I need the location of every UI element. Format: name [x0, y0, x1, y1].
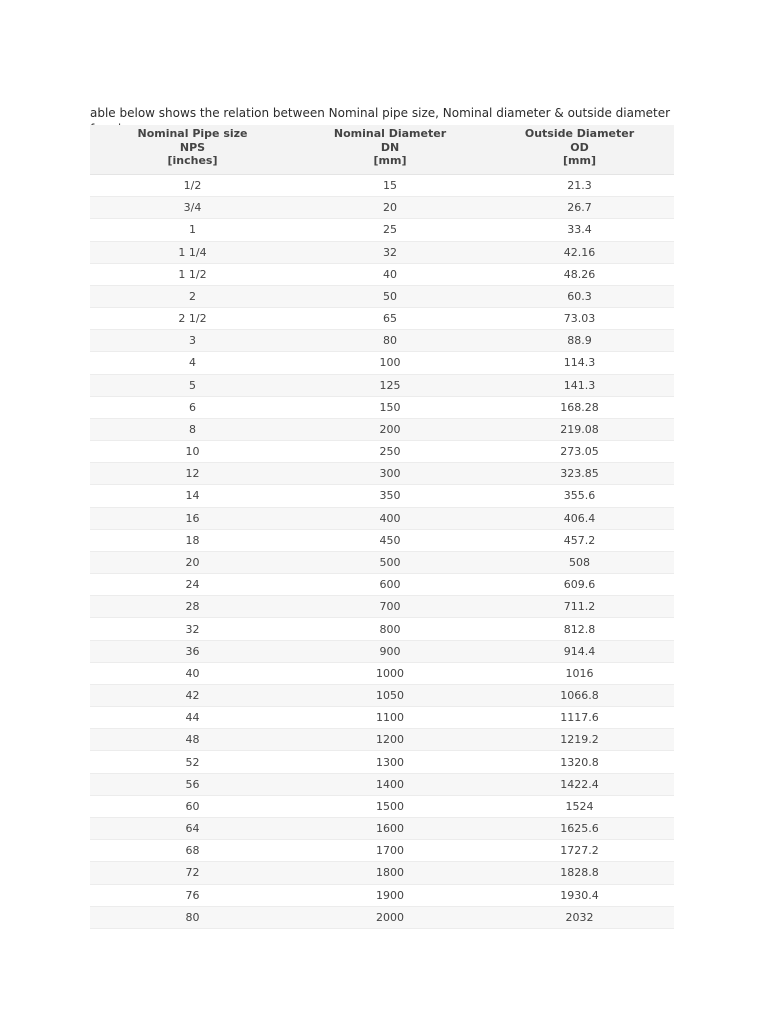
od-cell: 406.4 [485, 507, 674, 529]
od-cell: 141.3 [485, 374, 674, 396]
od-cell: 1625.6 [485, 817, 674, 839]
table-row [90, 840, 674, 862]
table-row [90, 308, 674, 330]
header-od-title: Outside Diameter [524, 127, 635, 140]
nps-cell: 44 [90, 707, 295, 729]
dn-cell: 700 [295, 596, 485, 618]
od-cell: 2032 [485, 906, 674, 928]
table-row [90, 574, 674, 596]
nps-cell: 28 [90, 596, 295, 618]
header-dn [295, 125, 485, 175]
table-row [90, 640, 674, 662]
header-nps-unit: [inches] [167, 154, 218, 167]
dn-cell: 450 [295, 529, 485, 551]
od-cell: 48.26 [485, 263, 674, 285]
table-row [90, 285, 674, 307]
table-row [90, 374, 674, 396]
header-od [485, 125, 674, 175]
dn-cell: 80 [295, 330, 485, 352]
od-cell: 1524 [485, 795, 674, 817]
nps-cell: 64 [90, 817, 295, 839]
table-row [90, 463, 674, 485]
dn-cell: 50 [295, 285, 485, 307]
table-row [90, 507, 674, 529]
od-cell: 1727.2 [485, 840, 674, 862]
table-row [90, 817, 674, 839]
header-nps [90, 125, 295, 175]
dn-cell: 600 [295, 574, 485, 596]
nps-cell: 1 1/4 [90, 241, 295, 263]
nps-cell: 12 [90, 463, 295, 485]
nps-cell: 5 [90, 374, 295, 396]
nps-cell: 6 [90, 396, 295, 418]
header-dn-title: Nominal Diameter [333, 127, 447, 140]
dn-cell: 1800 [295, 862, 485, 884]
table-row [90, 197, 674, 219]
od-cell: 21.3 [485, 175, 674, 197]
table-row [90, 729, 674, 751]
nps-cell: 3/4 [90, 197, 295, 219]
nps-cell: 1/2 [90, 175, 295, 197]
od-cell: 609.6 [485, 574, 674, 596]
dn-cell: 500 [295, 551, 485, 573]
table-row [90, 485, 674, 507]
dn-cell: 25 [295, 219, 485, 241]
table-row [90, 862, 674, 884]
header-row [90, 125, 674, 175]
header-dn-abbr: DN [380, 140, 400, 154]
od-cell: 219.08 [485, 418, 674, 440]
dn-cell: 1100 [295, 707, 485, 729]
od-cell: 33.4 [485, 219, 674, 241]
dn-cell: 200 [295, 418, 485, 440]
dn-cell: 1050 [295, 684, 485, 706]
nps-cell: 14 [90, 485, 295, 507]
od-cell: 1219.2 [485, 729, 674, 751]
table-row [90, 241, 674, 263]
header-nps-abbr: NPS [179, 140, 206, 154]
pipe-size-table [90, 125, 674, 929]
dn-cell: 250 [295, 441, 485, 463]
nps-cell: 56 [90, 773, 295, 795]
table-row [90, 662, 674, 684]
od-cell: 1422.4 [485, 773, 674, 795]
table-row [90, 175, 674, 197]
nps-cell: 72 [90, 862, 295, 884]
header-dn-unit: [mm] [373, 154, 407, 167]
nps-cell: 60 [90, 795, 295, 817]
table-row [90, 529, 674, 551]
od-cell: 168.28 [485, 396, 674, 418]
table-row [90, 906, 674, 928]
table-row [90, 773, 674, 795]
nps-cell: 4 [90, 352, 295, 374]
dn-cell: 800 [295, 618, 485, 640]
dn-cell: 400 [295, 507, 485, 529]
dn-cell: 1400 [295, 773, 485, 795]
dn-cell: 150 [295, 396, 485, 418]
nps-cell: 2 1/2 [90, 308, 295, 330]
od-cell: 88.9 [485, 330, 674, 352]
table-row [90, 352, 674, 374]
od-cell: 42.16 [485, 241, 674, 263]
table-row [90, 551, 674, 573]
table-row [90, 684, 674, 706]
od-cell: 1117.6 [485, 707, 674, 729]
dn-cell: 350 [295, 485, 485, 507]
nps-cell: 42 [90, 684, 295, 706]
nps-cell: 10 [90, 441, 295, 463]
table-row [90, 596, 674, 618]
table-row [90, 884, 674, 906]
dn-cell: 1300 [295, 751, 485, 773]
table-row [90, 219, 674, 241]
table-row [90, 263, 674, 285]
od-cell: 711.2 [485, 596, 674, 618]
od-cell: 26.7 [485, 197, 674, 219]
header-od-unit: [mm] [563, 154, 596, 167]
dn-cell: 125 [295, 374, 485, 396]
od-cell: 323.85 [485, 463, 674, 485]
od-cell: 355.6 [485, 485, 674, 507]
nps-cell: 36 [90, 640, 295, 662]
header-nps-title: Nominal Pipe size [137, 127, 248, 140]
dn-cell: 1500 [295, 795, 485, 817]
od-cell: 273.05 [485, 441, 674, 463]
table-row [90, 441, 674, 463]
nps-cell: 32 [90, 618, 295, 640]
dn-cell: 40 [295, 263, 485, 285]
od-cell: 1320.8 [485, 751, 674, 773]
table-row [90, 618, 674, 640]
dn-cell: 65 [295, 308, 485, 330]
nps-cell: 1 1/2 [90, 263, 295, 285]
dn-cell: 1700 [295, 840, 485, 862]
od-cell: 914.4 [485, 640, 674, 662]
nps-cell: 2 [90, 285, 295, 307]
table-row [90, 330, 674, 352]
nps-cell: 8 [90, 418, 295, 440]
od-cell: 1016 [485, 662, 674, 684]
dn-cell: 1900 [295, 884, 485, 906]
dn-cell: 300 [295, 463, 485, 485]
nps-cell: 80 [90, 906, 295, 928]
od-cell: 508 [485, 551, 674, 573]
dn-cell: 2000 [295, 906, 485, 928]
nps-cell: 18 [90, 529, 295, 551]
dn-cell: 1600 [295, 817, 485, 839]
nps-cell: 52 [90, 751, 295, 773]
table-body [90, 175, 674, 929]
dn-cell: 32 [295, 241, 485, 263]
header-od-abbr: OD [570, 140, 589, 154]
nps-cell: 68 [90, 840, 295, 862]
table-row [90, 751, 674, 773]
nps-cell: 76 [90, 884, 295, 906]
nps-cell: 24 [90, 574, 295, 596]
od-cell: 1930.4 [485, 884, 674, 906]
od-cell: 1828.8 [485, 862, 674, 884]
nps-cell: 16 [90, 507, 295, 529]
od-cell: 73.03 [485, 308, 674, 330]
od-cell: 812.8 [485, 618, 674, 640]
dn-cell: 1000 [295, 662, 485, 684]
table-row [90, 418, 674, 440]
nps-cell: 20 [90, 551, 295, 573]
dn-cell: 20 [295, 197, 485, 219]
table-row [90, 795, 674, 817]
nps-cell: 48 [90, 729, 295, 751]
dn-cell: 900 [295, 640, 485, 662]
table-row [90, 707, 674, 729]
od-cell: 60.3 [485, 285, 674, 307]
nps-cell: 40 [90, 662, 295, 684]
nps-cell: 3 [90, 330, 295, 352]
dn-cell: 100 [295, 352, 485, 374]
intro-text: able below shows the relation between Nominal pipe size, Nominal diameter & outside diameter [90, 106, 671, 120]
od-cell: 114.3 [485, 352, 674, 374]
od-cell: 1066.8 [485, 684, 674, 706]
table-row [90, 396, 674, 418]
od-cell: 457.2 [485, 529, 674, 551]
dn-cell: 1200 [295, 729, 485, 751]
nps-cell: 1 [90, 219, 295, 241]
dn-cell: 15 [295, 175, 485, 197]
